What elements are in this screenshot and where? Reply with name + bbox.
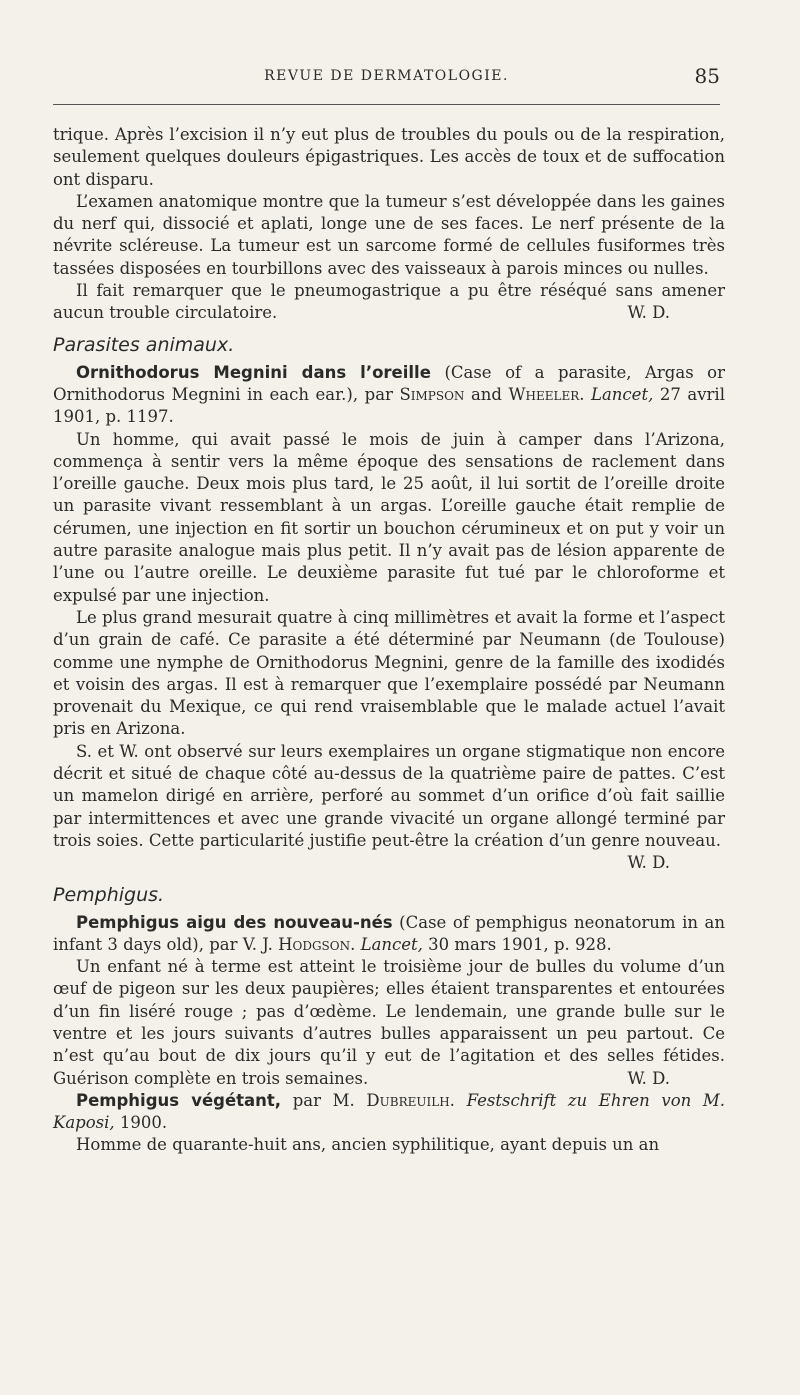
running-title: REVUE DE DERMATOLOGIE. <box>264 68 509 84</box>
journal-name: Festschrift zu Ehren von M. Kaposi, <box>53 1090 726 1133</box>
paragraph <box>53 280 725 325</box>
entry-citation <box>53 912 725 957</box>
header-rule <box>53 104 720 105</box>
journal-name: Lancet, <box>360 934 423 954</box>
paragraph-text: Un enfant né à terme est atteint le troisième jour de bulles du volume d’un œuf de pigeon sur les deux paupières; elles étaient transparentes et entourées d’un fin liséré rouge ; pas d’œdème. Le lendemain, une grande bulle sur le ventre et les jours suivants d’autres bulles apparaissent un peu partout. Ce n’est qu’au bout de dix jours qu’il y eut de l’agitation et des selles fétides. Guérison complète en trois semaines. <box>53 957 725 1088</box>
body-text <box>53 124 725 1157</box>
publication-date: 27 avril 1901, p. 1197. <box>53 384 725 427</box>
section-heading-parasites: Parasites animaux. <box>53 333 235 356</box>
entry-citation <box>53 362 725 429</box>
journal-name: Lancet, <box>591 384 654 404</box>
publication-date: 30 mars 1901, p. 928. <box>428 934 612 954</box>
paragraph: Le plus grand mesurait quatre à cinq millimètres et avait la forme et l’aspect d’un grain de café. Ce parasite a été déterminé par Neumann (de Toulouse) comme une nymphe de Ornithodorus Megnini, genre de la famille des ixodidés et voisin des argas. Il est à remarquer que l’exemplaire possédé par Neumann provenait du Mexique, ce qui rend vraisemblable que le malade actuel l’avait pris en Arizona. <box>53 607 725 739</box>
entry-reference: (Case of a parasite, Argas or Ornithodorus Megnini in each ear.), par <box>53 362 726 404</box>
author-name: Simpson <box>399 384 465 404</box>
paragraph: L’examen anatomique montre que la tumeur s’est développée dans les gaines du nerf qui, dissocié et aplati, longe une de ses faces. Le nerf présente de la névrite scléreuse. La tumeur est un sarcome formé de cellules fusiformes très tassées disposées en tourbillons avec des vaisseaux à parois minces ou nulles. <box>53 191 725 278</box>
entry-title: Pemphigus aigu des nouveau-nés <box>76 912 393 932</box>
paragraph <box>53 956 725 1090</box>
paragraph-text: S. et W. ont observé sur leurs exemplaires un organe stigmatique non encore décrit et situé de chaque côté au-dessus de la quatrième paire de pattes. C’est un mamelon dirigé en arrière, perforé au sommet d’un orifice d’où fait saillie par intermittences et avec une grande vivacité un organe allongé terminé par trois soies. Cette particularité justifie peut-être la création d’un genre nouveau. <box>53 741 725 850</box>
paragraph: Homme de quarante-huit ans, ancien syphilitique, ayant depuis un an <box>76 1135 660 1155</box>
entry-title: Pemphigus végétant, <box>76 1090 282 1110</box>
paragraph <box>53 741 725 873</box>
publication-date: 1900. <box>119 1113 168 1133</box>
paragraph: trique. Après l’excision il n’y eut plus de troubles du pouls ou de la respiration, seulement quelques douleurs épigastriques. Les accès de toux et de suffocation ont disparu. <box>53 125 725 189</box>
paragraph: Un homme, qui avait passé le mois de juin à camper dans l’Arizona, commença à sentir vers la même époque des sensations de raclement dans l’oreille gauche. Deux mois plus tard, le 25 août, il lui sortit de l’oreille droite un parasite vivant ressemblant à un argas. L’oreille gauche était remplie de cérumen, une injection en fit sortir un bouchon cérumineux et on put y voir un autre parasite analogue mais plus petit. Il n’y avait pas de lésion apparente de l’une ou l’autre oreille. Le deuxième parasite fut tué par le chloroforme et expulsé par une injection. <box>53 429 725 605</box>
entry-citation <box>53 1090 725 1135</box>
signature: W. D. <box>627 303 670 323</box>
entry-par: par M. <box>292 1090 355 1110</box>
author-name: Dubreuilh. <box>366 1090 455 1110</box>
signature: W. D. <box>627 853 670 873</box>
conjunction: and <box>470 384 502 404</box>
page-number: 85 <box>694 64 720 88</box>
section-heading-pemphigus: Pemphigus. <box>53 883 165 906</box>
signature: W. D. <box>627 1068 670 1088</box>
page-header <box>53 66 720 88</box>
entry-title: Ornithodorus Megnini dans l’oreille <box>76 362 431 382</box>
paragraph-text: Il fait remarquer que le pneumogastrique a pu être réséqué sans amener aucun trouble circulatoire. <box>53 281 725 323</box>
author-name: Hodgson. <box>278 934 356 954</box>
entry-reference: (Case of pemphigus neonatorum in an infant 3 days old), par V. J. <box>53 912 726 954</box>
author-name: Wheeler. <box>508 384 585 404</box>
